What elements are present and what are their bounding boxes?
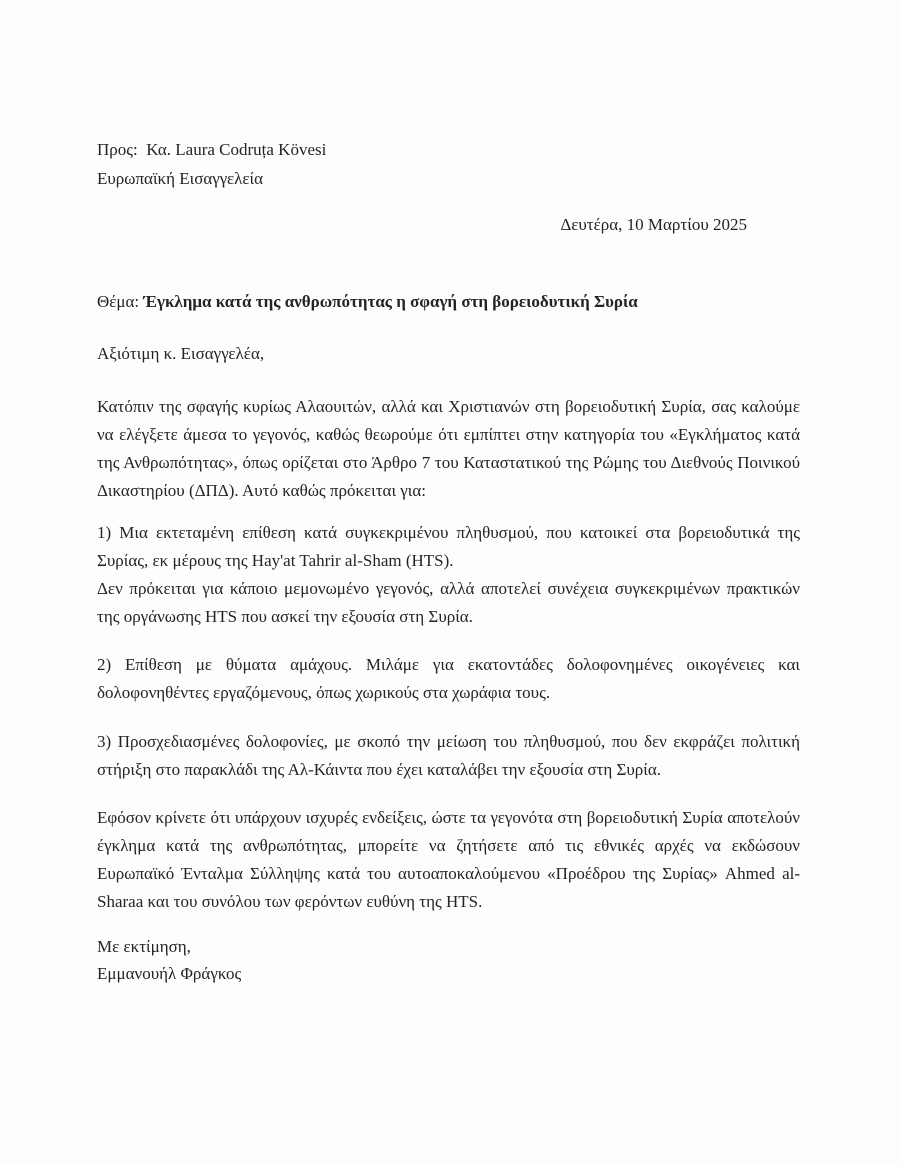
closing-paragraph: Εφόσον κρίνετε ότι υπάρχουν ισχυρές ενδείξεις, ώστε τα γεγονότα στη βορειοδυτική Συρία αποτελούν έγκλημα κατά της ανθρωπότητας, μπορείτε να ζητήσετε από τις εθνικές αρχές να εκδώσουν Ευρωπαϊκό Ένταλμα Σύλληψης κατά του αυτοαποκαλούμενου «Προέδρου της Συρίας» Ahmed al-Sharaa και του συνόλου των φερόντων ευθύνη της HTS. (97, 808, 800, 911)
recipient-block (97, 135, 800, 193)
list-point-2: 2) Επίθεση με θύματα αμάχους. Μιλάμε για εκατοντάδες δολοφονημένες οικογένειες και δολοφονηθέντες εργαζόμενους, όπως χωρικούς στα χωράφια τους. (97, 655, 800, 702)
salutation-line: Αξιότιμη κ. Εισαγγελέα, (97, 344, 265, 363)
list-point-1-sentence-1: 1) Μια εκτεταμένη επίθεση κατά συγκεκριμένου πληθυσμού, που κατοικεί στα βορειοδυτικά της Συρίας, εκ μέρους της Hay'at Tahrir al-Sham (HTS). (97, 523, 800, 570)
recipient-organization-line: Ευρωπαϊκή Εισαγγελεία (97, 169, 264, 188)
subject-text: Έγκλημα κατά της ανθρωπότητας η σφαγή στη βορειοδυτική Συρία (143, 292, 638, 311)
list-point-3: 3) Προσχεδιασμένες δολοφονίες, με σκοπό την μείωση του πληθυσμού, που δεν εκφράζει πολιτική στήριξη στο παρακλάδι της Αλ-Κάιντα που έχει καταλάβει την εξουσία στη Συρία. (97, 732, 800, 779)
date-line: Δευτέρα, 10 Μαρτίου 2025 (560, 215, 747, 234)
list-point-1 (97, 519, 800, 631)
recipient-name-line: Προς: Κα. Laura Codruța Kövesi (97, 140, 327, 159)
signature-block (97, 933, 800, 987)
signoff-line: Με εκτίμηση, (97, 937, 191, 956)
intro-paragraph: Κατόπιν της σφαγής κυρίως Αλαουιτών, αλλά και Χριστιανών στη βορειοδυτική Συρία, σας καλούμε να ελέγξετε άμεσα το γεγονός, καθώς θεωρούμε ότι εμπίπτει στην κατηγορία του «Εγκλήματος κατά της Ανθρωπότητας», όπως ορίζεται στο Άρθρο 7 του Καταστατικού της Ρώμης του Διεθνούς Ποινικού Δικαστηρίου (ΔΠΔ). Αυτό καθώς πρόκειται για: (97, 397, 800, 500)
subject-line (97, 288, 800, 316)
list-point-1-sentence-2: Δεν πρόκειται για κάποιο μεμονωμένο γεγονός, αλλά αποτελεί συνέχεια συγκεκριμένων πρακτικών της οργάνωσης HTS που ασκεί την εξουσία στη Συρία. (97, 579, 800, 626)
signature-name: Εμμανουήλ Φράγκος (97, 964, 242, 983)
subject-label: Θέμα: (97, 292, 144, 311)
